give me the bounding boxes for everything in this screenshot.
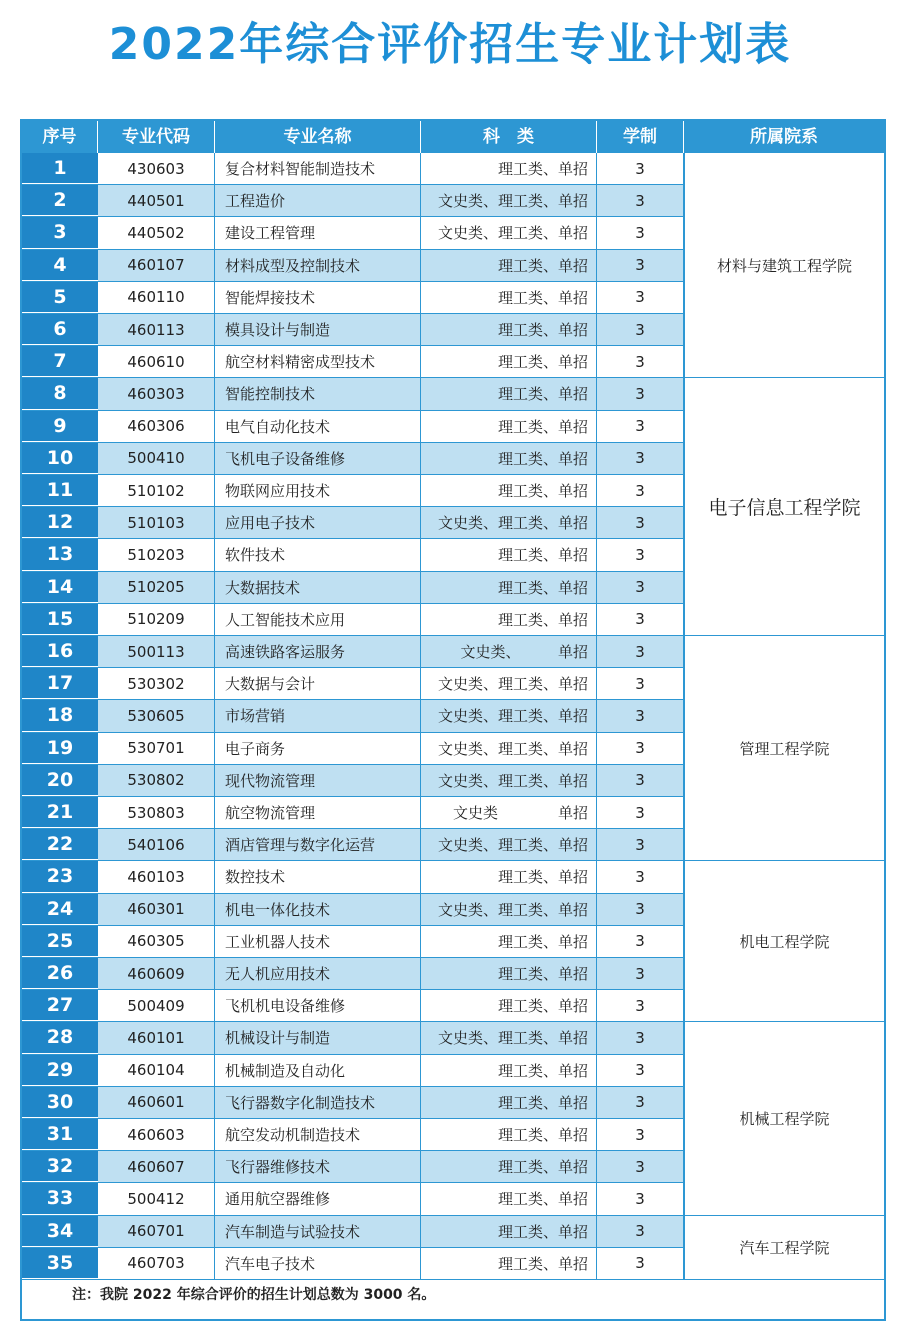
major-name: 通用航空器维修 bbox=[215, 1183, 421, 1214]
enrollment-plan-table bbox=[20, 119, 886, 1321]
row-number: 6 bbox=[22, 314, 98, 345]
row-number: 18 bbox=[22, 700, 98, 731]
major-category: 理工类、单招 bbox=[421, 1183, 597, 1214]
major-name: 电气自动化技术 bbox=[215, 411, 421, 442]
table-row bbox=[22, 1022, 684, 1054]
study-length: 3 bbox=[597, 797, 684, 828]
table-row bbox=[22, 1248, 684, 1280]
table-row bbox=[22, 1183, 684, 1215]
major-category: 理工类、单招 bbox=[421, 346, 597, 377]
study-length: 3 bbox=[597, 861, 684, 892]
major-name: 汽车制造与试验技术 bbox=[215, 1216, 421, 1247]
major-category: 理工类、单招 bbox=[421, 1119, 597, 1150]
study-length: 3 bbox=[597, 1087, 684, 1118]
major-category: 文史类、理工类、单招 bbox=[421, 507, 597, 538]
major-code: 530701 bbox=[98, 733, 215, 764]
major-code: 460101 bbox=[98, 1022, 215, 1053]
row-number: 33 bbox=[22, 1183, 98, 1214]
major-code: 460305 bbox=[98, 926, 215, 957]
row-number: 16 bbox=[22, 636, 98, 667]
major-code: 530802 bbox=[98, 765, 215, 796]
table-row bbox=[22, 507, 684, 539]
table-row bbox=[22, 958, 684, 990]
page-title: 2022年综合评价招生专业计划表 bbox=[108, 19, 792, 70]
major-code: 510102 bbox=[98, 475, 215, 506]
major-category: 文史类、理工类、单招 bbox=[421, 700, 597, 731]
major-name: 无人机应用技术 bbox=[215, 958, 421, 989]
major-name: 数控技术 bbox=[215, 861, 421, 892]
table-row bbox=[22, 636, 684, 668]
major-code: 530605 bbox=[98, 700, 215, 731]
row-number: 8 bbox=[22, 378, 98, 409]
row-number: 17 bbox=[22, 668, 98, 699]
major-code: 460610 bbox=[98, 346, 215, 377]
table-row bbox=[22, 378, 684, 410]
major-category: 理工类、单招 bbox=[421, 250, 597, 281]
major-code: 530302 bbox=[98, 668, 215, 699]
major-name: 电子商务 bbox=[215, 733, 421, 764]
table-row bbox=[22, 861, 684, 893]
major-name: 机电一体化技术 bbox=[215, 894, 421, 925]
header-no: 序号 bbox=[22, 121, 98, 153]
table-row bbox=[22, 1055, 684, 1087]
major-name: 机械制造及自动化 bbox=[215, 1055, 421, 1086]
row-number: 20 bbox=[22, 765, 98, 796]
row-number: 24 bbox=[22, 894, 98, 925]
major-name: 飞机电子设备维修 bbox=[215, 443, 421, 474]
major-category: 文史类、理工类、单招 bbox=[421, 733, 597, 764]
row-number: 4 bbox=[22, 250, 98, 281]
study-length: 3 bbox=[597, 346, 684, 377]
study-length: 3 bbox=[597, 1151, 684, 1182]
major-name: 模具设计与制造 bbox=[215, 314, 421, 345]
footnote: 注：我院 2022 年综合评价的招生计划总数为 3000 名。 bbox=[72, 1287, 436, 1303]
study-length: 3 bbox=[597, 668, 684, 699]
major-name: 飞行器维修技术 bbox=[215, 1151, 421, 1182]
major-code: 460303 bbox=[98, 378, 215, 409]
major-code: 500409 bbox=[98, 990, 215, 1021]
major-category: 理工类、单招 bbox=[421, 861, 597, 892]
major-code: 460603 bbox=[98, 1119, 215, 1150]
header-dept: 所属院系 bbox=[750, 127, 818, 147]
study-length: 3 bbox=[597, 990, 684, 1021]
study-length: 3 bbox=[597, 1216, 684, 1247]
major-category: 文史类、理工类、单招 bbox=[421, 894, 597, 925]
department-cell: 管理工程学院 bbox=[684, 636, 884, 861]
major-code: 460104 bbox=[98, 1055, 215, 1086]
study-length: 3 bbox=[597, 1248, 684, 1279]
major-category: 理工类、单招 bbox=[421, 411, 597, 442]
study-length: 3 bbox=[597, 829, 684, 860]
row-number: 35 bbox=[22, 1248, 98, 1279]
table-row bbox=[22, 1087, 684, 1119]
major-name: 高速铁路客运服务 bbox=[215, 636, 421, 667]
table-row bbox=[22, 733, 684, 765]
major-code: 510209 bbox=[98, 604, 215, 635]
major-name: 航空发动机制造技术 bbox=[215, 1119, 421, 1150]
major-name: 建设工程管理 bbox=[215, 217, 421, 248]
major-code: 460110 bbox=[98, 282, 215, 313]
major-category: 理工类、单招 bbox=[421, 958, 597, 989]
study-length: 3 bbox=[597, 572, 684, 603]
table-row bbox=[22, 668, 684, 700]
table-row bbox=[22, 700, 684, 732]
major-code: 460107 bbox=[98, 250, 215, 281]
table-row bbox=[22, 990, 684, 1022]
header-code: 专业代码 bbox=[98, 121, 215, 153]
major-category: 理工类、单招 bbox=[421, 572, 597, 603]
major-name: 大数据技术 bbox=[215, 572, 421, 603]
major-code: 500412 bbox=[98, 1183, 215, 1214]
header-category: 科 类 bbox=[421, 121, 597, 153]
table-row bbox=[22, 443, 684, 475]
study-length: 3 bbox=[597, 1183, 684, 1214]
major-name: 智能焊接技术 bbox=[215, 282, 421, 313]
major-category: 理工类、单招 bbox=[421, 475, 597, 506]
major-category: 理工类、单招 bbox=[421, 1216, 597, 1247]
major-name: 智能控制技术 bbox=[215, 378, 421, 409]
major-name: 酒店管理与数字化运营 bbox=[215, 829, 421, 860]
row-number: 19 bbox=[22, 733, 98, 764]
major-category: 理工类、单招 bbox=[421, 604, 597, 635]
study-length: 3 bbox=[597, 411, 684, 442]
major-category: 理工类、单招 bbox=[421, 378, 597, 409]
major-name: 物联网应用技术 bbox=[215, 475, 421, 506]
row-number: 13 bbox=[22, 539, 98, 570]
major-name: 航空材料精密成型技术 bbox=[215, 346, 421, 377]
study-length: 3 bbox=[597, 443, 684, 474]
table-header bbox=[22, 121, 884, 153]
major-name: 机械设计与制造 bbox=[215, 1022, 421, 1053]
study-length: 3 bbox=[597, 636, 684, 667]
row-number: 30 bbox=[22, 1087, 98, 1118]
major-code: 460306 bbox=[98, 411, 215, 442]
department-cell: 电子信息工程学院 bbox=[684, 378, 884, 636]
major-name: 应用电子技术 bbox=[215, 507, 421, 538]
major-category: 文史类 单招 bbox=[421, 797, 597, 828]
major-name: 现代物流管理 bbox=[215, 765, 421, 796]
study-length: 3 bbox=[597, 475, 684, 506]
row-number: 31 bbox=[22, 1119, 98, 1150]
study-length: 3 bbox=[597, 153, 684, 184]
study-length: 3 bbox=[597, 1022, 684, 1053]
row-number: 27 bbox=[22, 990, 98, 1021]
major-category: 文史类、理工类、单招 bbox=[421, 765, 597, 796]
study-length: 3 bbox=[597, 539, 684, 570]
row-number: 10 bbox=[22, 443, 98, 474]
study-length: 3 bbox=[597, 507, 684, 538]
major-category: 理工类、单招 bbox=[421, 990, 597, 1021]
header-length: 学制 bbox=[597, 121, 684, 153]
row-number: 29 bbox=[22, 1055, 98, 1086]
major-name: 材料成型及控制技术 bbox=[215, 250, 421, 281]
study-length: 3 bbox=[597, 282, 684, 313]
table-row bbox=[22, 475, 684, 507]
major-code: 460113 bbox=[98, 314, 215, 345]
major-name: 大数据与会计 bbox=[215, 668, 421, 699]
study-length: 3 bbox=[597, 894, 684, 925]
row-number: 11 bbox=[22, 475, 98, 506]
table-row bbox=[22, 1216, 684, 1248]
department-cell: 机电工程学院 bbox=[684, 861, 884, 1022]
table-row bbox=[22, 1119, 684, 1151]
table-row bbox=[22, 765, 684, 797]
major-category: 理工类、单招 bbox=[421, 1151, 597, 1182]
major-category: 理工类、单招 bbox=[421, 926, 597, 957]
table-row bbox=[22, 539, 684, 571]
row-number: 12 bbox=[22, 507, 98, 538]
major-code: 460601 bbox=[98, 1087, 215, 1118]
row-number: 28 bbox=[22, 1022, 98, 1053]
study-length: 3 bbox=[597, 733, 684, 764]
table-row bbox=[22, 411, 684, 443]
study-length: 3 bbox=[597, 1055, 684, 1086]
table-row bbox=[22, 346, 684, 378]
major-category: 文史类、理工类、单招 bbox=[421, 1022, 597, 1053]
major-code: 440501 bbox=[98, 185, 215, 216]
study-length: 3 bbox=[597, 1119, 684, 1150]
major-code: 510103 bbox=[98, 507, 215, 538]
major-code: 510205 bbox=[98, 572, 215, 603]
table-row bbox=[22, 829, 684, 861]
table-row bbox=[22, 314, 684, 346]
major-category: 理工类、单招 bbox=[421, 1248, 597, 1279]
table-row bbox=[22, 572, 684, 604]
row-number: 7 bbox=[22, 346, 98, 377]
major-category: 文史类、理工类、单招 bbox=[421, 668, 597, 699]
major-code: 460103 bbox=[98, 861, 215, 892]
row-number: 15 bbox=[22, 604, 98, 635]
header-name: 专业名称 bbox=[215, 121, 421, 153]
major-code: 510203 bbox=[98, 539, 215, 570]
row-number: 22 bbox=[22, 829, 98, 860]
study-length: 3 bbox=[597, 604, 684, 635]
department-cell: 机械工程学院 bbox=[684, 1022, 884, 1215]
major-name: 飞机机电设备维修 bbox=[215, 990, 421, 1021]
major-code: 460301 bbox=[98, 894, 215, 925]
table-row bbox=[22, 250, 684, 282]
major-name: 软件技术 bbox=[215, 539, 421, 570]
major-code: 530803 bbox=[98, 797, 215, 828]
table-row bbox=[22, 604, 684, 636]
major-category: 文史类、 单招 bbox=[421, 636, 597, 667]
major-name: 复合材料智能制造技术 bbox=[215, 153, 421, 184]
major-code: 460607 bbox=[98, 1151, 215, 1182]
study-length: 3 bbox=[597, 185, 684, 216]
study-length: 3 bbox=[597, 700, 684, 731]
major-category: 文史类、理工类、单招 bbox=[421, 217, 597, 248]
row-number: 1 bbox=[22, 153, 98, 184]
table-row bbox=[22, 185, 684, 217]
major-category: 文史类、理工类、单招 bbox=[421, 829, 597, 860]
major-category: 理工类、单招 bbox=[421, 443, 597, 474]
row-number: 32 bbox=[22, 1151, 98, 1182]
major-code: 540106 bbox=[98, 829, 215, 860]
major-name: 工业机器人技术 bbox=[215, 926, 421, 957]
study-length: 3 bbox=[597, 378, 684, 409]
study-length: 3 bbox=[597, 217, 684, 248]
major-name: 汽车电子技术 bbox=[215, 1248, 421, 1279]
major-category: 理工类、单招 bbox=[421, 282, 597, 313]
major-name: 飞行器数字化制造技术 bbox=[215, 1087, 421, 1118]
study-length: 3 bbox=[597, 765, 684, 796]
row-number: 26 bbox=[22, 958, 98, 989]
major-category: 理工类、单招 bbox=[421, 314, 597, 345]
study-length: 3 bbox=[597, 958, 684, 989]
table-row bbox=[22, 797, 684, 829]
major-code: 460701 bbox=[98, 1216, 215, 1247]
major-name: 工程造价 bbox=[215, 185, 421, 216]
department-cell: 材料与建筑工程学院 bbox=[684, 153, 884, 378]
table-row bbox=[22, 282, 684, 314]
major-name: 市场营销 bbox=[215, 700, 421, 731]
row-number: 2 bbox=[22, 185, 98, 216]
row-number: 3 bbox=[22, 217, 98, 248]
major-category: 理工类、单招 bbox=[421, 1055, 597, 1086]
major-category: 理工类、单招 bbox=[421, 1087, 597, 1118]
table-row bbox=[22, 926, 684, 958]
major-code: 500410 bbox=[98, 443, 215, 474]
study-length: 3 bbox=[597, 250, 684, 281]
table-row bbox=[22, 153, 684, 185]
major-code: 430603 bbox=[98, 153, 215, 184]
row-number: 21 bbox=[22, 797, 98, 828]
department-cell: 汽车工程学院 bbox=[684, 1216, 884, 1280]
major-category: 文史类、理工类、单招 bbox=[421, 185, 597, 216]
major-category: 理工类、单招 bbox=[421, 539, 597, 570]
row-number: 25 bbox=[22, 926, 98, 957]
row-number: 23 bbox=[22, 861, 98, 892]
major-code: 460703 bbox=[98, 1248, 215, 1279]
study-length: 3 bbox=[597, 314, 684, 345]
row-number: 5 bbox=[22, 282, 98, 313]
table-row bbox=[22, 1151, 684, 1183]
major-category: 理工类、单招 bbox=[421, 153, 597, 184]
major-code: 440502 bbox=[98, 217, 215, 248]
row-number: 14 bbox=[22, 572, 98, 603]
major-code: 460609 bbox=[98, 958, 215, 989]
study-length: 3 bbox=[597, 926, 684, 957]
major-name: 人工智能技术应用 bbox=[215, 604, 421, 635]
row-number: 9 bbox=[22, 411, 98, 442]
table-row bbox=[22, 217, 684, 249]
row-number: 34 bbox=[22, 1216, 98, 1247]
table-row bbox=[22, 894, 684, 926]
major-code: 500113 bbox=[98, 636, 215, 667]
major-name: 航空物流管理 bbox=[215, 797, 421, 828]
